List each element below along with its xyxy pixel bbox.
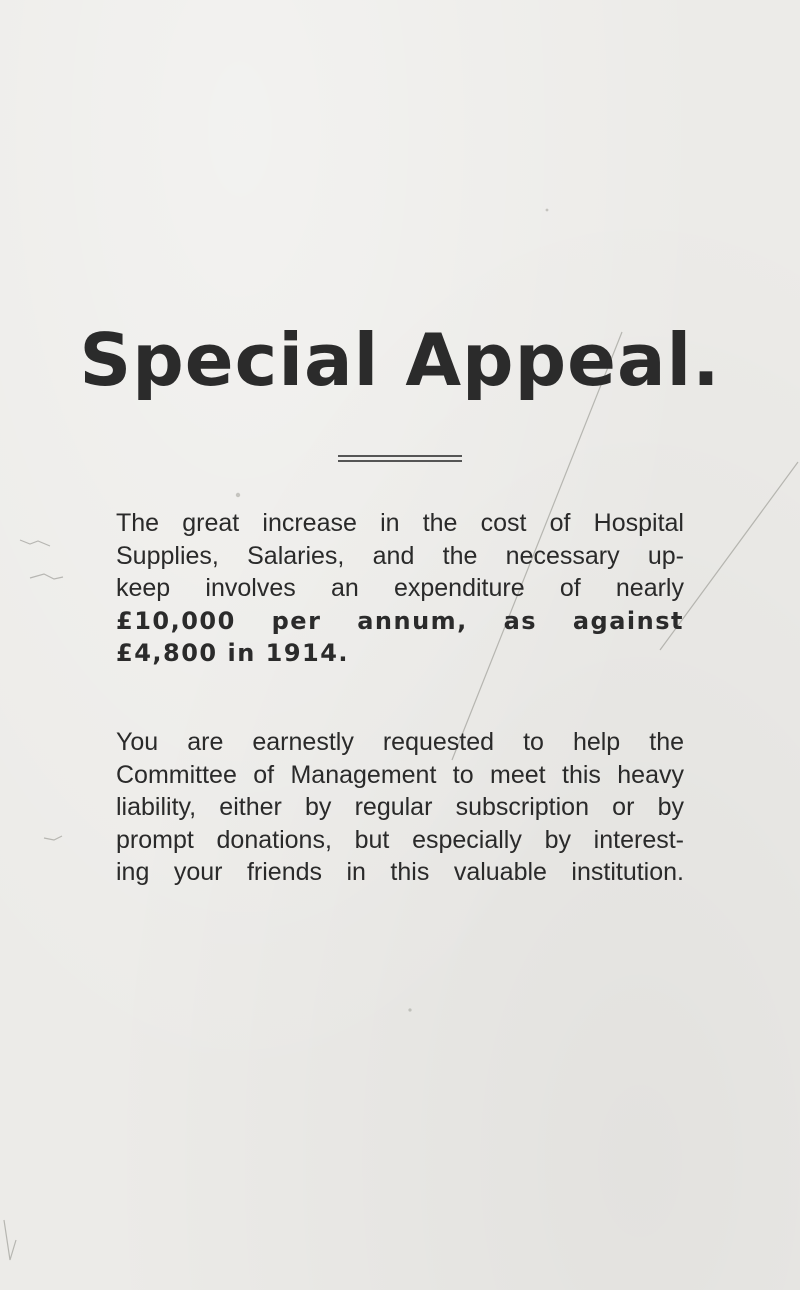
paragraph-line: You are earnestly requested to help the: [116, 728, 684, 756]
paragraph-line: liability, either by regular subscription or by: [116, 793, 684, 821]
paragraph-line: keep involves an expenditure of nearly: [116, 574, 684, 602]
paragraph-line: Committee of Management to meet this heavy: [116, 760, 684, 789]
paragraph-line: ing your friends in this valuable institution.: [116, 858, 684, 886]
expenditure-figure-line: £4,800 in 1914.: [116, 639, 350, 667]
document-title: Special Appeal.: [79, 318, 721, 402]
paragraph-line: Supplies, Salaries, and the necessary up-: [116, 541, 684, 570]
paragraph-line: prompt donations, but especially by interest-: [116, 825, 684, 854]
title-divider-upper: [338, 455, 462, 457]
paragraph-cost-increase: [116, 507, 684, 670]
paragraph-appeal-request: [116, 726, 684, 889]
expenditure-figure-line: £10,000 per annum, as against: [116, 606, 684, 635]
paragraph-line: The great increase in the cost of Hospital: [116, 509, 684, 537]
title-divider-lower: [338, 460, 462, 462]
